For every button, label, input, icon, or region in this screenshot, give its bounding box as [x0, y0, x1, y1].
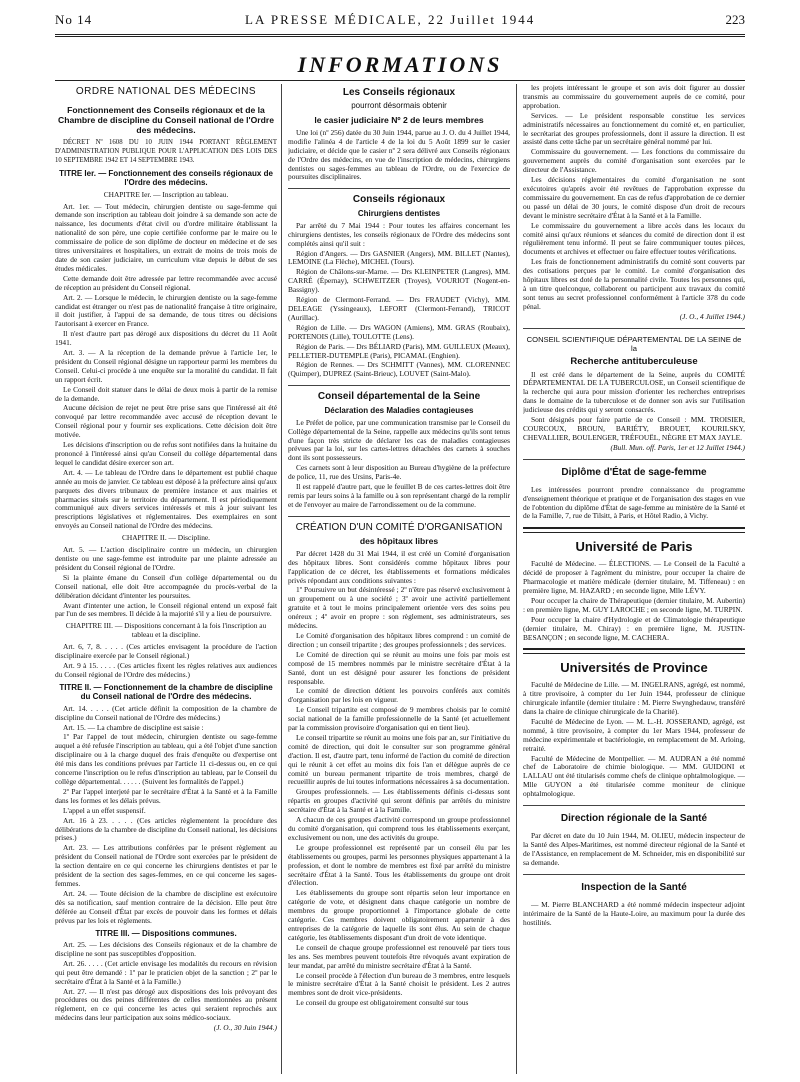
paragraph: Le commissaire du gouvernement a libre accès dans les locaux du comité ainsi qu'aux réunions et séances du comité de direction dont il est régulièrement tenu informé. Il peut se faire communiquer toutes pièces, documents et archives et effectuer ou faire effectuer toutes vérifications. — [523, 220, 745, 257]
paragraph: Par arrêté du 7 Mai 1944 : Pour toutes les affaires concernant les chirurgiens dentistes, les conseils régionaux de l'Ordre des médecins sont complétés ainsi qu'il suit : — [288, 220, 510, 248]
paragraph: Les décisions réglementaires du comité d'organisation ne sont exécutoires qu'après avoir été revêtues de l'approbation expresse du commissaire du gouvernement. En cas de refus d'approbation de ce dernier ou passé un délai de 30 jours, le comité dispose d'un droit de recours devant le ministre secrétaire d'État à la Santé et à la Famille. — [523, 175, 745, 220]
paragraph: Le comité de direction détient les pouvoirs conférés aux comités d'organisation par les lois en vigueur. — [288, 686, 510, 705]
paragraph: les projets intéressant le groupe et son avis doit figurer au dossier transmis au commissaire du gouvernement auprès de ce comité, pour approbation. — [523, 84, 745, 110]
title-2: TITRE II. — Fonctionnement de la chambre de discipline du Conseil national de l'Ordre des médecins. — [59, 682, 273, 702]
paragraph-group — [55, 941, 277, 1023]
separator — [523, 532, 745, 533]
paragraph: Commissaire du gouvernement. — Les fonctions du commissaire du gouvernement auprès du comité d'organisation sont exercées par le directeur de l'Assistance. — [523, 147, 745, 175]
paragraph-group — [523, 84, 745, 312]
chapter-1: CHAPITRE Ier. — Inscription au tableau. — [103, 189, 229, 199]
paragraph: Faculté de Médecine de Montpellier. — M. AUDRAN a été nommé chef de Laboratoire de chimie biologique. — MM. GUIDONI et LALLAU ont été titularisés comme chefs de clinique ophtalmologique. — Mlle GUYON a été titularisée comme moniteur de clinique ophtalmologique. — [523, 753, 745, 799]
separator — [523, 527, 745, 529]
paragraph: Région de Rennes. — Drs SCHMITT (Vannes), MM. CLORENNEC (Quimper), DUPREZ (Saint-Brieuc), LOUVET (Saint-Malo). — [288, 360, 510, 379]
paragraph: Art. 4. — Le tableau de l'Ordre dans le département est publié chaque année au mois de janvier. Ce tableau est déposé à la préfecture ainsi qu'aux parquets des divers tribunaux de première instance et aux mairies et pharmacies situés sur le territoire du département. Il est périodiquement communiqué aux divers services intéressés et mis à jour suivant les prescriptions législatives et réglementaires. Des exemplaires en sont envoyés au Conseil national de l'Ordre des médecins. — [55, 467, 277, 531]
paragraph: Par décret en date du 10 Juin 1944, M. OLIEU, médecin inspecteur de la Santé des Alpes-Maritimes, est nommé directeur régional de la Santé et de l'Assistance, en remplacement de M. Schneider, mis en disponibilité sur sa demande. — [523, 831, 745, 867]
paragraph: Le Conseil doit statuer dans le délai de deux mois à partir de la remise de la demande. — [55, 384, 277, 403]
article-title: Fonctionnement des Conseils régionaux et de la Chambre de discipline du Conseil national de l'Ordre des médecins. — [58, 104, 274, 135]
title-3: TITRE III. — Dispositions communes. — [95, 928, 237, 938]
paragraph: Art. 26. . . . . (Cet article envisage les modalités du recours en révision qui peut être demandé : 1º par le praticien objet de la sanction ; 2º par le secrétaire d'État à la Santé et à la Famille.) — [55, 958, 277, 986]
separator — [523, 653, 745, 654]
paragraph: Si la plainte émane du Conseil d'un collège départemental ou du Conseil national, elle doit être accompagnée du procès-verbal de la délibération décidant d'intenter les poursuites. — [55, 572, 277, 600]
paragraph: Faculté de Médecine. — ÉLECTIONS. — Le Conseil de la Faculté a décidé de proposer à l'agrément du ministre, pour occuper la chaire de Pharmacologie et matière médicale (dernier titulaire, M. Tiffeneau) : en première ligne, M. HAZARD ; en seconde ligne, Mlle LÉVY. — [523, 559, 745, 595]
journal-title: LA PRESSE MÉDICALE, 22 Juillet 1944 — [245, 12, 536, 27]
paragraph: Le groupe professionnel est représenté par un conseil élu par les établissements ou groupes, parmi les personnes physiques appartenant à la profession, et dont le nombre de membres est fixé par arrêté du ministre secrétaire d'État à la Santé. Tous les établissements du groupe ont droit d'élection. — [288, 842, 510, 888]
header-rule — [55, 34, 745, 35]
paragraph: — M. Pierre BLANCHARD a été nommé médecin inspecteur adjoint intérimaire de la Santé de la Haute-Loire, au maximum pour la durée des hostilités. — [523, 899, 745, 927]
paragraph: Le Comité d'organisation des hôpitaux libres comprend : un comité de direction ; un conseil tripartite ; des groupes professionnels ; des services. — [288, 630, 510, 649]
paragraph: Art. 1er. — Tout médecin, chirurgien dentiste ou sage-femme qui demande son inscription au tableau doit joindre à sa demande son acte de naissance, les documents d'état civil ou d'ordre militaire établissant la nationalité de son père, une copie certifiée conforme par le maire ou le commissaire de police de son diplôme de docteur en médecine et de ses titres universitaires et hospitaliers, un extrait de moins de trois mois de date de son casier judiciaire, un curriculum vitæ depuis le début de ses études médicales. — [55, 201, 277, 273]
paragraph: L'appel a un effet suspensif. — [63, 805, 146, 815]
paragraph-group — [55, 705, 277, 926]
chapter-2: CHAPITRE II. — Discipline. — [121, 533, 211, 543]
page-header — [55, 10, 745, 30]
paragraph-group — [288, 419, 510, 510]
section-rule — [55, 80, 745, 81]
paragraph: Faculté de Médecine de Lille. — M. INGELRANS, agrégé, est nommé, à titre provisoire, à compter du 1er Juin 1944, professeur de clinique chirurgicale infantile (dernier titulaire : M. Pierre Swynghedauw, transféré dans la chaire de clinique chirurgicale de la Charité). — [523, 680, 745, 717]
column-2 — [288, 84, 510, 1074]
separator — [523, 459, 745, 460]
paragraph: Région d'Angers. — Drs GASNIER (Angers), MM. BILLET (Nantes), LEMOINE (La Flèche), MICHEL (Tours). — [288, 248, 510, 267]
article-subtitle-2: le casier judiciaire Nº 2 de leurs membres — [314, 114, 484, 125]
column-divider — [281, 84, 282, 1074]
column-1 — [55, 84, 277, 1074]
paragraph: Une loi (nº 256) datée du 30 Juin 1944, parue au J. O. du 4 Juillet 1944, modifie l'alinéa 4 de l'article 4 de la loi du 5 Août 1899 sur le casier judiciaire, et décide que le casier nº 2 sera délivré aux Conseils régionaux de l'Ordre des médecins, en vue de l'inscription de médecins, chirurgiens dentistes ou sages-femmes au tableau de l'Ordre, ou de l'exercice de poursuites disciplinaires. — [288, 127, 510, 182]
paragraph: Art. 23. — Les attributions conférées par le présent règlement au président du Conseil national de l'Ordre sont exercées par le président de la section dentaire en ce qui concerne les chirurgiens dentistes et par le président de la section des sages-femmes, en ce qui concerne les sages-femmes. — [55, 843, 277, 888]
article-title: CRÉATION D'UN COMITÉ D'ORGANISATION — [295, 521, 503, 533]
article-title: Université de Paris — [575, 539, 693, 555]
paragraph: Aucune décision de rejet ne peut être prise sans que l'intéressé ait été convoqué par lettre recommandée avec accusé de réception devant le Conseil régional pour y fournir ses explications. Cette décision doit être motivée. — [55, 403, 277, 440]
paragraph: Art. 27. — Il n'est pas dérogé aux dispositions des lois prévoyant des procédures ou des peines différentes de celles mentionnées au présent règlement, en ce qui concerne les actes qui seraient reprochés aux médecins dans leur participation aux soins médico-sociaux. — [55, 986, 277, 1023]
paragraph: Sont désignés pour faire partie de ce Conseil : MM. TROISIER, COURCOUX, BROUN, BARIÉTY, BROUET, KOURILSKY, CHEVALLIER, BOULENGER, TRÉFOUËL, NÈGRE ET MAX JAYLE. — [523, 415, 745, 442]
header-rule-2 — [55, 36, 745, 37]
paragraph-group — [288, 222, 510, 379]
article-subtitle: Chirurgiens dentistes — [357, 209, 441, 219]
title-1: TITRE Ier. — Fonctionnement des conseils régionaux de l'Ordre des médecins. — [59, 168, 273, 188]
paragraph: Art. 16 à 23. . . . . (Ces articles règlementent la procédure des délibérations de la chambre de discipline du Conseil national, les décisions prises.) — [55, 815, 277, 843]
paragraph: Le conseil tripartite se réunit au moins une fois par an, sur l'initiative du comité de direction, qui doit le consulter sur son programme général d'action. Il est, d'autre part, tenu informé de l'action du comité de direction qui le réunit à cet effet au moins dix fois l'an et délègue auprès de ce comité un bureau permanent tripartite de trois membres, chargé de recueillir auprès de lui toutes informations nécessaires à sa documentation. — [288, 732, 510, 787]
article-title: Direction régionale de la Santé — [560, 813, 708, 825]
paragraph: Région de Clermont-Ferrand. — Drs FRAUDET (Vichy), MM. DELEAGE (Yssingeaux), LEFORT (Clermont-Ferrand), TRICOT (Aurillac). — [288, 295, 510, 322]
paragraph: Par décret 1428 du 31 Mai 1944, il est créé un Comité d'organisation des hôpitaux libres. Sont considérés comme hôpitaux libres pour l'application de ce décret, les établissements et formations médicales privés répondant aux conditions suivantes : — [288, 548, 510, 585]
paragraph: Le conseil du groupe est obligatoirement consulté sur tous — [296, 998, 469, 1008]
separator — [523, 805, 745, 806]
paragraph: Région de Paris. — Drs BÉLIARD (Paris), MM. GUILLEUX (Meaux), PELLETIER-DUTEMPLE (Paris), PICAMAL (Enghien). — [288, 341, 510, 360]
source-citation: (J. O., 30 Juin 1944.) — [213, 1023, 277, 1033]
source-citation: (J. O., 4 Juillet 1944.) — [679, 311, 745, 321]
paragraph-group — [55, 203, 277, 532]
paragraph: Il est créé dans le département de la Seine, auprès du COMITÉ DÉPARTEMENTAL DE LA TUBERCULOSE, un Conseil scientifique de la recherche qui aura pour mission d'orienter les recherches entreprises dans le domaine de la tuberculose et de donner son avis sur l'utilisation judicieuse des crédits qui y seront consacrés. — [523, 369, 745, 415]
article-subtitle: Recherche antituberculeuse — [570, 355, 698, 367]
article-title: Inspection de la Santé — [581, 881, 687, 893]
column-3 — [523, 84, 745, 1074]
paragraph: Les intéressées pourront prendre connaissance du programme d'enseignement théorique et pratique et de l'organisation des stages en vue de l'obtention du diplôme d'État de sage-femme au ministère de la Santé et de la Famille, 7, rue de Tilsitt, à Paris, et Hôtel Radio, à Vichy. — [523, 484, 745, 521]
separator — [288, 385, 510, 386]
page-number: 223 — [725, 12, 745, 27]
article-title: Conseils régionaux — [352, 194, 446, 206]
paragraph: Groupes professionnels. — Les établissements définis ci-dessus sont répartis en groupes d'activité qui seront définis par arrêtés du ministre secrétaire d'État à la Santé et à la Famille. — [288, 787, 510, 815]
paragraph: Le conseil de chaque groupe professionnel est renouvelé par tiers tous les ans. Ses membres peuvent toutefois être révoqués avant expiration de leur mandat, par arrêté du ministre secrétaire d'État à la Santé. — [288, 942, 510, 970]
paragraph: Les décisions d'inscription ou de refus sont notifiées dans la huitaine du prononcé à l'intéressé ainsi qu'au Conseil du collège départemental dans lequel le candidat désire exercer son art. — [55, 440, 277, 467]
paragraph: Il n'est d'autre part pas dérogé aux dispositions du décret du 11 Août 1941. — [55, 329, 277, 348]
article-title: Les Conseils régionaux — [342, 87, 456, 98]
paragraph: Le Comité de direction qui se réunit au moins une fois par mois est composé de 15 membres nommés par le ministre secrétaire d'État à la Santé, dont un est désigné pour assurer les fonctions de président responsable. — [288, 649, 510, 686]
article-title: Conseil départemental de la Seine — [317, 391, 481, 403]
paragraph: Art. 14. . . . . (Cet article définit la composition de la chambre de discipline du Conseil national de l'Ordre des médecins.) — [55, 703, 277, 722]
org-heading: ORDRE NATIONAL DES MÉDECINS — [75, 86, 257, 97]
paragraph: Pour occuper la chaire d'Hydrologie et de Climatologie thérapeutique (dernier titulaire, M. Chiray) : en première ligne, M. JUSTIN-BESANÇON ; en seconde ligne, M. CACHERA. — [523, 614, 745, 642]
paragraph: Avant d'intenter une action, le Conseil régional entend un exposé fait par l'un de ses membres. Il décide à la majorité s'il y a lieu de poursuivre. — [55, 600, 277, 619]
article-title: Universités de Province — [560, 660, 708, 676]
article-subtitle: pourront désormais obtenir — [351, 101, 447, 110]
article-title: CONSEIL SCIENTIFIQUE DÉPARTEMENTAL DE LA SEINE de la — [526, 334, 742, 353]
paragraph: Ces carnets sont à leur disposition au Bureau d'hygiène de la préfecture de police, 11, rue des Ursins, Paris-4e. — [288, 463, 510, 482]
column-divider — [516, 84, 517, 1074]
paragraph: Région de Lille. — Drs WAGON (Amiens), MM. GRAS (Roubaix), PORTENOIS (Lille), TOULOTTE (Lens). — [288, 322, 510, 341]
decree-line: DÉCRET Nº 1608 DU 10 JUIN 1944 PORTANT RÈGLEMENT D'ADMINISTRATION PUBLIQUE POUR L'APPLICATION DES LOIS DES 10 SEPTEMBRE 1942 ET 14 SEPTEMBRE 1943. — [55, 138, 277, 164]
paragraph: Art. 2. — Lorsque le médecin, le chirurgien dentiste ou la sage-femme candidat est étranger ou n'est pas de nationalité française à titre originaire, il doit justifier, à l'appui de sa demande, de tous titres ou décisions l'autorisant à exercer en France. — [55, 292, 277, 329]
paragraph-group — [288, 550, 510, 1008]
paragraph: Art. 24. — Toute décision de la chambre de discipline est exécutoire dès sa notification, sauf mention contraire de la décision. Elle peut être déférée au Conseil d'État par excès de pouvoir dans les formes et délais prévus par les lois et règlements. — [55, 888, 277, 925]
paragraph: Art. 6, 7, 8. . . . . (Ces articles envisagent la procédure de l'action disciplinaire exercée par le Conseil régional.) — [55, 642, 277, 661]
paragraph: Cette demande doit être adressée par lettre recommandée avec accusé de réception au président du Conseil régional. — [55, 273, 277, 292]
paragraph: A chacun de ces groupes d'activité correspond un groupe professionnel du comité d'organisation, qui comprend tous les établissements exerçant, exclusivement ou non, une des activités du groupe. — [288, 815, 510, 842]
paragraph: Art. 5. — L'action disciplinaire contre un médecin, un chirurgien dentiste ou une sage-femme est introduite par une plainte adressée au président du Conseil régional de l'Ordre. — [55, 545, 277, 572]
paragraph-group — [523, 560, 745, 642]
paragraph-group — [523, 681, 745, 799]
separator — [523, 648, 745, 650]
paragraph: Art. 3. — A la réception de la demande prévue à l'article 1er, le président du Conseil régional désigne un rapporteur parmi les membres du Conseil. Celui-ci procède à une enquête sur la moralité du candidat. Il fait un rapport écrit. — [55, 348, 277, 384]
article-subtitle: des hôpitaux libres — [359, 535, 439, 546]
separator — [523, 328, 745, 329]
paragraph: Les établissements du groupe sont répartis selon leur importance en catégorie de vote, et désignent dans chaque catégorie un nombre de membres du groupe proportionnel à l'importance globale de cette catégorie. Ces membres doivent obligatoirement appartenir à des entreprises de la catégorie de laquelle ils sont élus. Au sein de chaque catégorie, les établissements disposant d'un droit de vote identique. — [288, 888, 510, 942]
paragraph: Le conseil procède à l'élection d'un bureau de 3 membres, entre lesquels le ministre secrétaire d'État à la Santé choisit le président. Les 2 autres membres sont de droit vice-présidents. — [288, 970, 510, 998]
chapter-3: CHAPITRE III. — Dispositions concernant à la fois l'inscription au tableau et la discipline. — [65, 621, 267, 640]
paragraph: Le Préfet de police, par une communication transmise par le Conseil du Collège départemental de la Seine, rappelle aux médecins qu'ils sont tenus d'une façon très stricte de déclarer les cas de maladies contagieuses prévues par la loi, sur les cartes-lettres détachées des carnets à souches dont ils sont possesseurs. — [288, 417, 510, 463]
paragraph: Art. 25. — Les décisions des Conseils régionaux et de la chambre de discipline ne sont pas susceptibles d'opposition. — [55, 940, 277, 958]
separator — [523, 874, 745, 875]
paragraph: 2º Par l'appel interjeté par le secrétaire d'État à la Santé et à la Famille dans les formes et les délais prévus. — [55, 786, 277, 805]
paragraph: Il est rappelé d'autre part, que le feuillet B de ces cartes-lettres doit être remis par leurs soins à la famille ou à son représentant chargé de la remplir et de l'envoyer au maire de l'arrondissement ou de la commune. — [288, 482, 510, 509]
paragraph: Le Conseil tripartite est composé de 9 membres choisis par le comité social national de la famille professionnelle de la Santé (et actuellement par la commission provisoire d'organisation qui en tient lieu). — [288, 705, 510, 733]
paragraph-group — [55, 546, 277, 619]
source-citation: (Bull. Mun. off. Paris, 1er et 12 Juillet 1944.) — [610, 442, 745, 452]
paragraph: Région de Châlons-sur-Marne. — Drs KLEINPETER (Langres), MM. CARRÉ (Épernay), SCHWEITZER (Troyes), VOURIOT (Nogent-en-Bassigny). — [288, 267, 510, 295]
issue-number: No 14 — [55, 12, 93, 27]
paragraph: 1º Poursuivre un but désintéressé ; 2º n'être pas réservé exclusivement à un groupement ou à une société ; 3º avoir une activité partiellement gratuite et à tout le moins principalement orientée vers des soins peu onéreux ; 4º avoir en propre : son règlement, ses administrateurs, ses médecins. — [288, 585, 510, 631]
paragraph: Art. 15. — La chambre de discipline est saisie : — [63, 722, 204, 732]
article-subtitle: Déclaration des Maladies contagieuses — [324, 406, 474, 416]
article-title: Diplôme d'État de sage-femme — [561, 466, 707, 478]
section-title: INFORMATIONS — [297, 52, 503, 77]
paragraph: Services. — Le président responsable constitue les services administratifs nécessaires au fonctionnement du comité et, en particulier, le secrétariat des groupes professionnels, dont il assure la direction. Il est assisté dans cette tâche par un secrétaire général nommé par lui. — [523, 110, 745, 147]
paragraph: Les frais de fonctionnement administratifs du comité sont couverts par des cotisations perçues par le comité. Le comité d'organisation des hôpitaux libres est doté de la personnalité civile. Toutes les personnes qui, à un titre quelconque, collaborent ou participent aux travaux du comité sont tenus au secret professionnel conformément à l'article 378 du code pénal. — [523, 257, 745, 311]
paragraph-group — [55, 643, 277, 680]
paragraph: Faculté de Médecine de Lyon. — M. L.-H. JOSSERAND, agrégé, est nommé, à titre provisoire, à compter du 1er Mars 1944, professeur de médecine expérimentale et bactériologie, en remplacement de M. Arloing, retraité. — [523, 716, 745, 753]
separator — [288, 188, 510, 189]
paragraph: Pour occuper la chaire de Thérapeutique (dernier titulaire, M. Aubertin) : en première ligne, M. GUY LAROCHE ; en seconde ligne, M. TURPIN. — [523, 595, 745, 614]
separator — [288, 516, 510, 517]
paragraph: 1º Par l'appel de tout médecin, chirurgien dentiste ou sage-femme auquel a été refusée l'inscription au tableau, qui a été l'objet d'une sanction disciplinaire ou à la charge duquel des frais d'enquête ou d'expertise ont été mis dans les conditions prévues par l'article 11 ci-dessus ou, en ce qui concerne l'inscription ou le refus d'inscription au tableau, par le Conseil du collège départemental. . . . . . (Suivent les formalités de l'appel.) — [55, 732, 277, 786]
paragraph: Art. 9 à 15. . . . . (Ces articles fixent les règles relatives aux audiences du Conseil régional de l'Ordre des médecins.) — [55, 660, 277, 679]
